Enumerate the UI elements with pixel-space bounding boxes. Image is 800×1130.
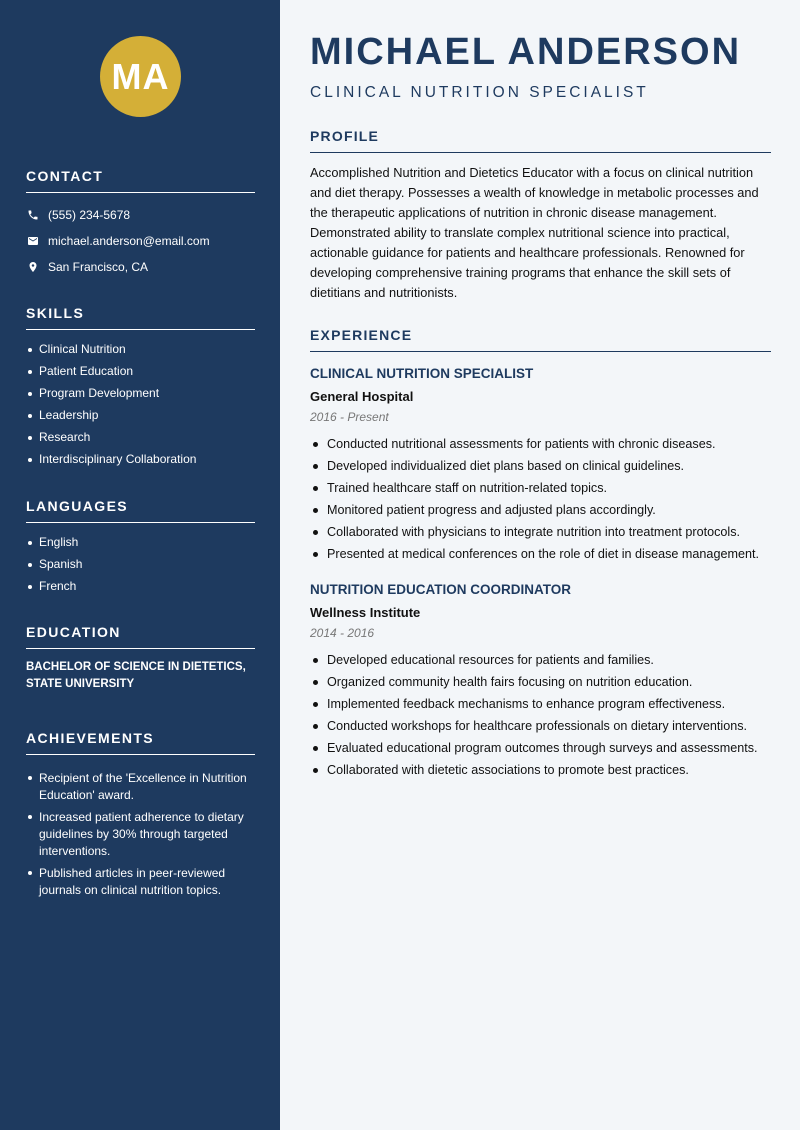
languages-list [26, 535, 255, 601]
phone-icon [26, 208, 39, 221]
profile-text: Accomplished Nutrition and Dietetics Educator with a focus on clinical nutrition and diet therapy. Possesses a wealth of knowledge in metabolic processes and the therapeutic applications of nutrition in chronic disease management. Demonstrated ability to translate complex nutritional science into practical, actionable guidance for patients and healthcare professionals. Renowned for developing comprehensive training programs that enhance the skill sets of dietitians and nutritionists. [310, 165, 759, 300]
skills-section [26, 305, 255, 474]
job-bullet: Developed educational resources for patients and families. [310, 649, 771, 671]
skills-heading: SKILLS [26, 305, 255, 330]
skill-item: Interdisciplinary Collaboration [26, 452, 255, 474]
contact-section [26, 168, 255, 274]
skill-item: Leadership [26, 408, 255, 430]
job-bullet: Monitored patient progress and adjusted plans accordingly. [310, 499, 771, 521]
job-bullet: Developed individualized diet plans based on clinical guidelines. [310, 455, 771, 477]
skill-item: Patient Education [26, 364, 255, 386]
job-company: Wellness Institute [310, 605, 421, 620]
achievements-section [26, 730, 255, 904]
skill-item: Program Development [26, 386, 255, 408]
achievement-item: Published articles in peer-reviewed journals on clinical nutrition topics. [26, 865, 255, 899]
education-heading: EDUCATION [26, 624, 255, 649]
achievements-heading: ACHIEVEMENTS [26, 730, 255, 755]
achievements-list [26, 770, 255, 899]
job-bullet: Collaborated with dietetic associations to promote best practices. [310, 759, 771, 781]
job-bullet: Organized community health fairs focusing on nutrition education. [310, 671, 771, 693]
job-dates: 2014 - 2016 [310, 626, 375, 640]
achievement-item: Increased patient adherence to dietary guidelines by 30% through targeted interventions. [26, 809, 255, 860]
email-text: michael.anderson@email.com [48, 233, 210, 248]
language-item: French [26, 579, 255, 601]
job-bullet: Conducted nutritional assessments for patients with chronic diseases. [310, 433, 771, 455]
contact-email [26, 233, 255, 248]
job-bullet: Presented at medical conferences on the role of diet in disease management. [310, 543, 771, 565]
candidate-name: MICHAEL ANDERSON [310, 31, 742, 73]
job-bullet: Collaborated with physicians to integrate nutrition into treatment protocols. [310, 521, 771, 543]
email-icon [26, 234, 39, 247]
experience-entry [310, 366, 771, 565]
candidate-title: CLINICAL NUTRITION SPECIALIST [310, 84, 649, 101]
avatar [100, 36, 181, 117]
job-bullet: Evaluated educational program outcomes through surveys and assessments. [310, 737, 771, 759]
sidebar [0, 0, 280, 1130]
job-title: CLINICAL NUTRITION SPECIALIST [310, 366, 534, 381]
skill-item: Clinical Nutrition [26, 342, 255, 364]
location-pin-icon [26, 260, 39, 273]
languages-heading: LANGUAGES [26, 498, 255, 523]
profile-heading: PROFILE [310, 128, 771, 153]
skill-item: Research [26, 430, 255, 452]
location-text: San Francisco, CA [48, 259, 149, 274]
contact-location [26, 259, 255, 274]
phone-text: (555) 234-5678 [48, 207, 131, 222]
job-company: General Hospital [310, 389, 414, 404]
experience-heading: EXPERIENCE [310, 327, 771, 352]
contact-phone [26, 207, 255, 222]
skills-list [26, 342, 255, 474]
experience-entry [310, 582, 771, 781]
language-item: English [26, 535, 255, 557]
job-bullets [310, 649, 771, 781]
contact-heading: CONTACT [26, 168, 255, 193]
education-section [26, 624, 255, 693]
job-dates: 2016 - Present [310, 410, 389, 424]
job-bullet: Implemented feedback mechanisms to enhance program effectiveness. [310, 693, 771, 715]
avatar-initials: MA [111, 55, 170, 97]
education-degree: BACHELOR OF SCIENCE IN DIETETICS, STATE UNIVERSITY [26, 661, 246, 690]
languages-section [26, 498, 255, 601]
job-title: NUTRITION EDUCATION COORDINATOR [310, 582, 571, 597]
job-bullet: Trained healthcare staff on nutrition-related topics. [310, 477, 771, 499]
language-item: Spanish [26, 557, 255, 579]
job-bullet: Conducted workshops for healthcare professionals on dietary interventions. [310, 715, 771, 737]
job-bullets [310, 433, 771, 565]
achievement-item: Recipient of the 'Excellence in Nutrition Education' award. [26, 770, 255, 804]
